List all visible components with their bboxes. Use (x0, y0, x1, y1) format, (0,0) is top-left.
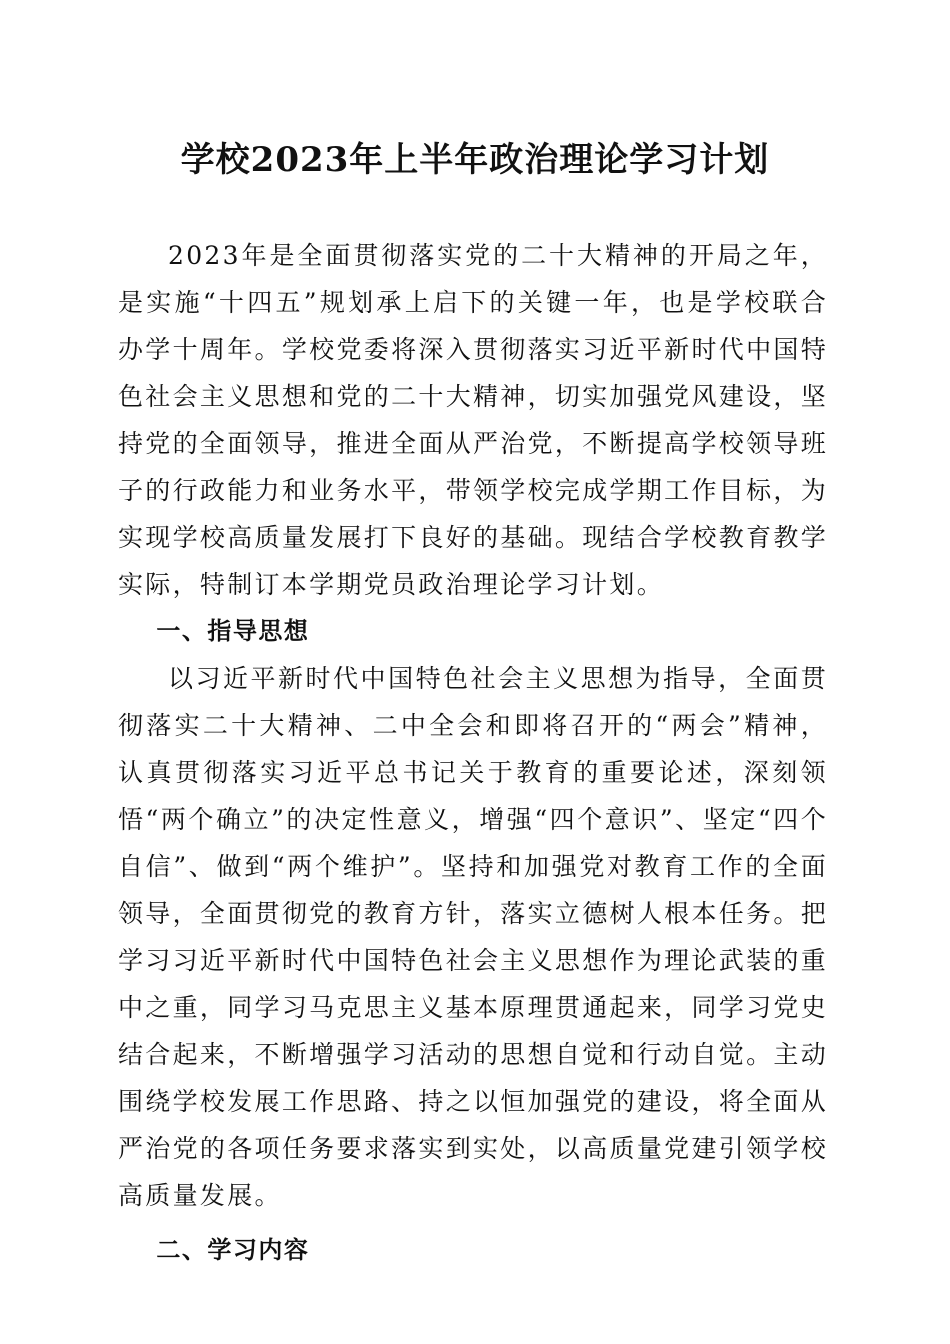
intro-paragraph: 2023年是全面贯彻落实党的二十大精神的开局之年，是实施“十四五”规划承上启下的关键一年，也是学校联合办学十周年。学校党委将深入贯彻落实习近平新时代中国特色社会主义思想和党的二十大精神，切实加强党风建设，坚持党的全面领导，推进全面从严治党，不断提高学校领导班子的行政能力和业务水平，带领学校完成学期工作目标，为实现学校高质量发展打下良好的基础。现结合学校教育教学实际，特制订本学期党员政治理论学习计划。 (118, 241, 828, 599)
document-body (118, 232, 828, 1274)
section-heading-study-content: 二、学习内容 (156, 1236, 310, 1264)
document-title: 学校2023年上半年政治理论学习计划 (180, 140, 770, 180)
section-heading-guiding-ideology: 一、指导思想 (156, 617, 310, 645)
guiding-ideology-paragraph: 以习近平新时代中国特色社会主义思想为指导，全面贯彻落实二十大精神、二中全会和即将召开的“两会”精神，认真贯彻落实习近平总书记关于教育的重要论述，深刻领悟“两个确立”的决定性意义，增强“四个意识”、坚定“四个自信”、做到“两个维护”。坚持和加强党对教育工作的全面领导，全面贯彻党的教育方针，落实立德树人根本任务。把学习习近平新时代中国特色社会主义思想作为理论武装的重中之重，同学习马克思主义基本原理贯通起来，同学习党史结合起来，不断增强学习活动的思想自觉和行动自觉。主动围绕学校发展工作思路、持之以恒加强党的建设，将全面从严治党的各项任务要求落实到实处，以高质量党建引领学校高质量发展。 (118, 664, 828, 1210)
